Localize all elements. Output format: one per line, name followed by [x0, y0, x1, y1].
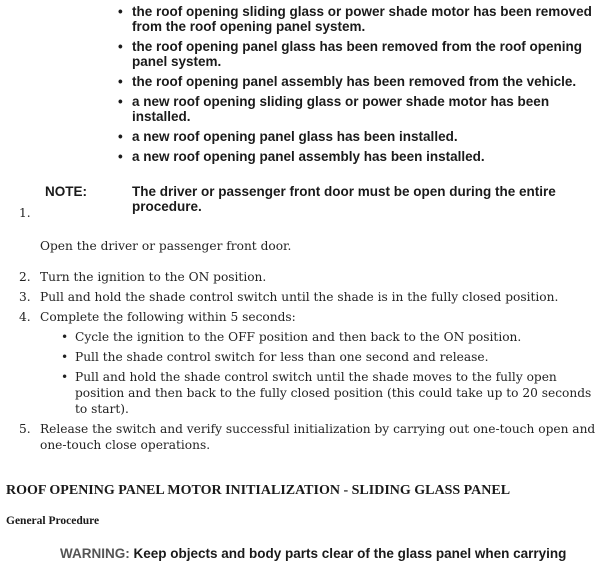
step-number: 4. [19, 310, 31, 324]
step-text: Turn the ignition to the ON position. [40, 270, 267, 284]
bullet-icon: • [118, 129, 123, 144]
note-label: NOTE: [45, 184, 87, 199]
step-number: 1. [19, 206, 31, 220]
section-title: ROOF OPENING PANEL MOTOR INITIALIZATION - SLIDING GLASS PANEL [6, 483, 511, 498]
sub-step-text: Cycle the ignition to the OFF position and then back to the ON position. [75, 330, 522, 344]
step-item [0, 289, 600, 305]
list-item [118, 74, 602, 89]
step-number: 5. [19, 422, 31, 436]
note-text: The driver or passenger front door must be open during the entire procedure. [132, 184, 556, 214]
warning-callout [60, 546, 600, 561]
procedure-steps [0, 269, 602, 457]
list-item-text: the roof opening panel glass has been removed from the roof opening panel system. [132, 39, 583, 69]
bullet-icon: • [118, 94, 123, 109]
sub-step-item [0, 329, 602, 345]
list-item [118, 94, 602, 124]
step-text: Open the driver or passenger front door. [40, 239, 292, 253]
bullet-icon: • [118, 74, 123, 89]
list-item-text: a new roof opening panel glass has been installed. [132, 129, 458, 144]
sub-step-text: Pull and hold the shade control switch until the shade moves to the fully open position and then back to the fully closed position (this could take up to 20 seconds to start). [75, 370, 592, 416]
step-text: Release the switch and verify successful initialization by carrying out one-touch open and one-touch close operations. [40, 422, 596, 452]
subsection-title: General Procedure [6, 515, 100, 527]
step-item [0, 309, 600, 325]
step-item [0, 421, 600, 453]
sub-step-item [0, 349, 602, 365]
step-item [0, 269, 600, 285]
bullet-icon: • [61, 350, 69, 364]
list-item-text: the roof opening panel assembly has been removed from the vehicle. [132, 74, 577, 89]
list-item-text: a new roof opening panel assembly has been installed. [132, 149, 485, 164]
list-item-text: a new roof opening sliding glass or power shade motor has been installed. [132, 94, 550, 124]
step-number: 2. [19, 270, 31, 284]
warning-label: WARNING: [60, 546, 130, 561]
bullet-icon: • [61, 330, 69, 344]
step-text: Complete the following within 5 seconds: [40, 310, 296, 324]
bullet-icon: • [118, 4, 123, 19]
bullet-icon: • [61, 370, 69, 384]
list-item [118, 4, 602, 34]
bullet-icon: • [118, 149, 123, 164]
step-text: Pull and hold the shade control switch until the shade is in the fully closed position. [40, 290, 559, 304]
sub-step-item [0, 369, 602, 417]
list-item [118, 129, 602, 144]
list-item-text: the roof opening sliding glass or power shade motor has been removed from the roof opening panel system. [132, 4, 592, 34]
sub-step-text: Pull the shade control switch for less than one second and release. [75, 350, 489, 364]
step-number: 3. [19, 290, 31, 304]
list-item [118, 39, 602, 69]
warning-text: Keep objects and body parts clear of the glass panel when carrying [133, 546, 567, 561]
list-item [118, 149, 602, 164]
bullet-icon: • [118, 39, 123, 54]
top-bullet-list [118, 4, 602, 164]
